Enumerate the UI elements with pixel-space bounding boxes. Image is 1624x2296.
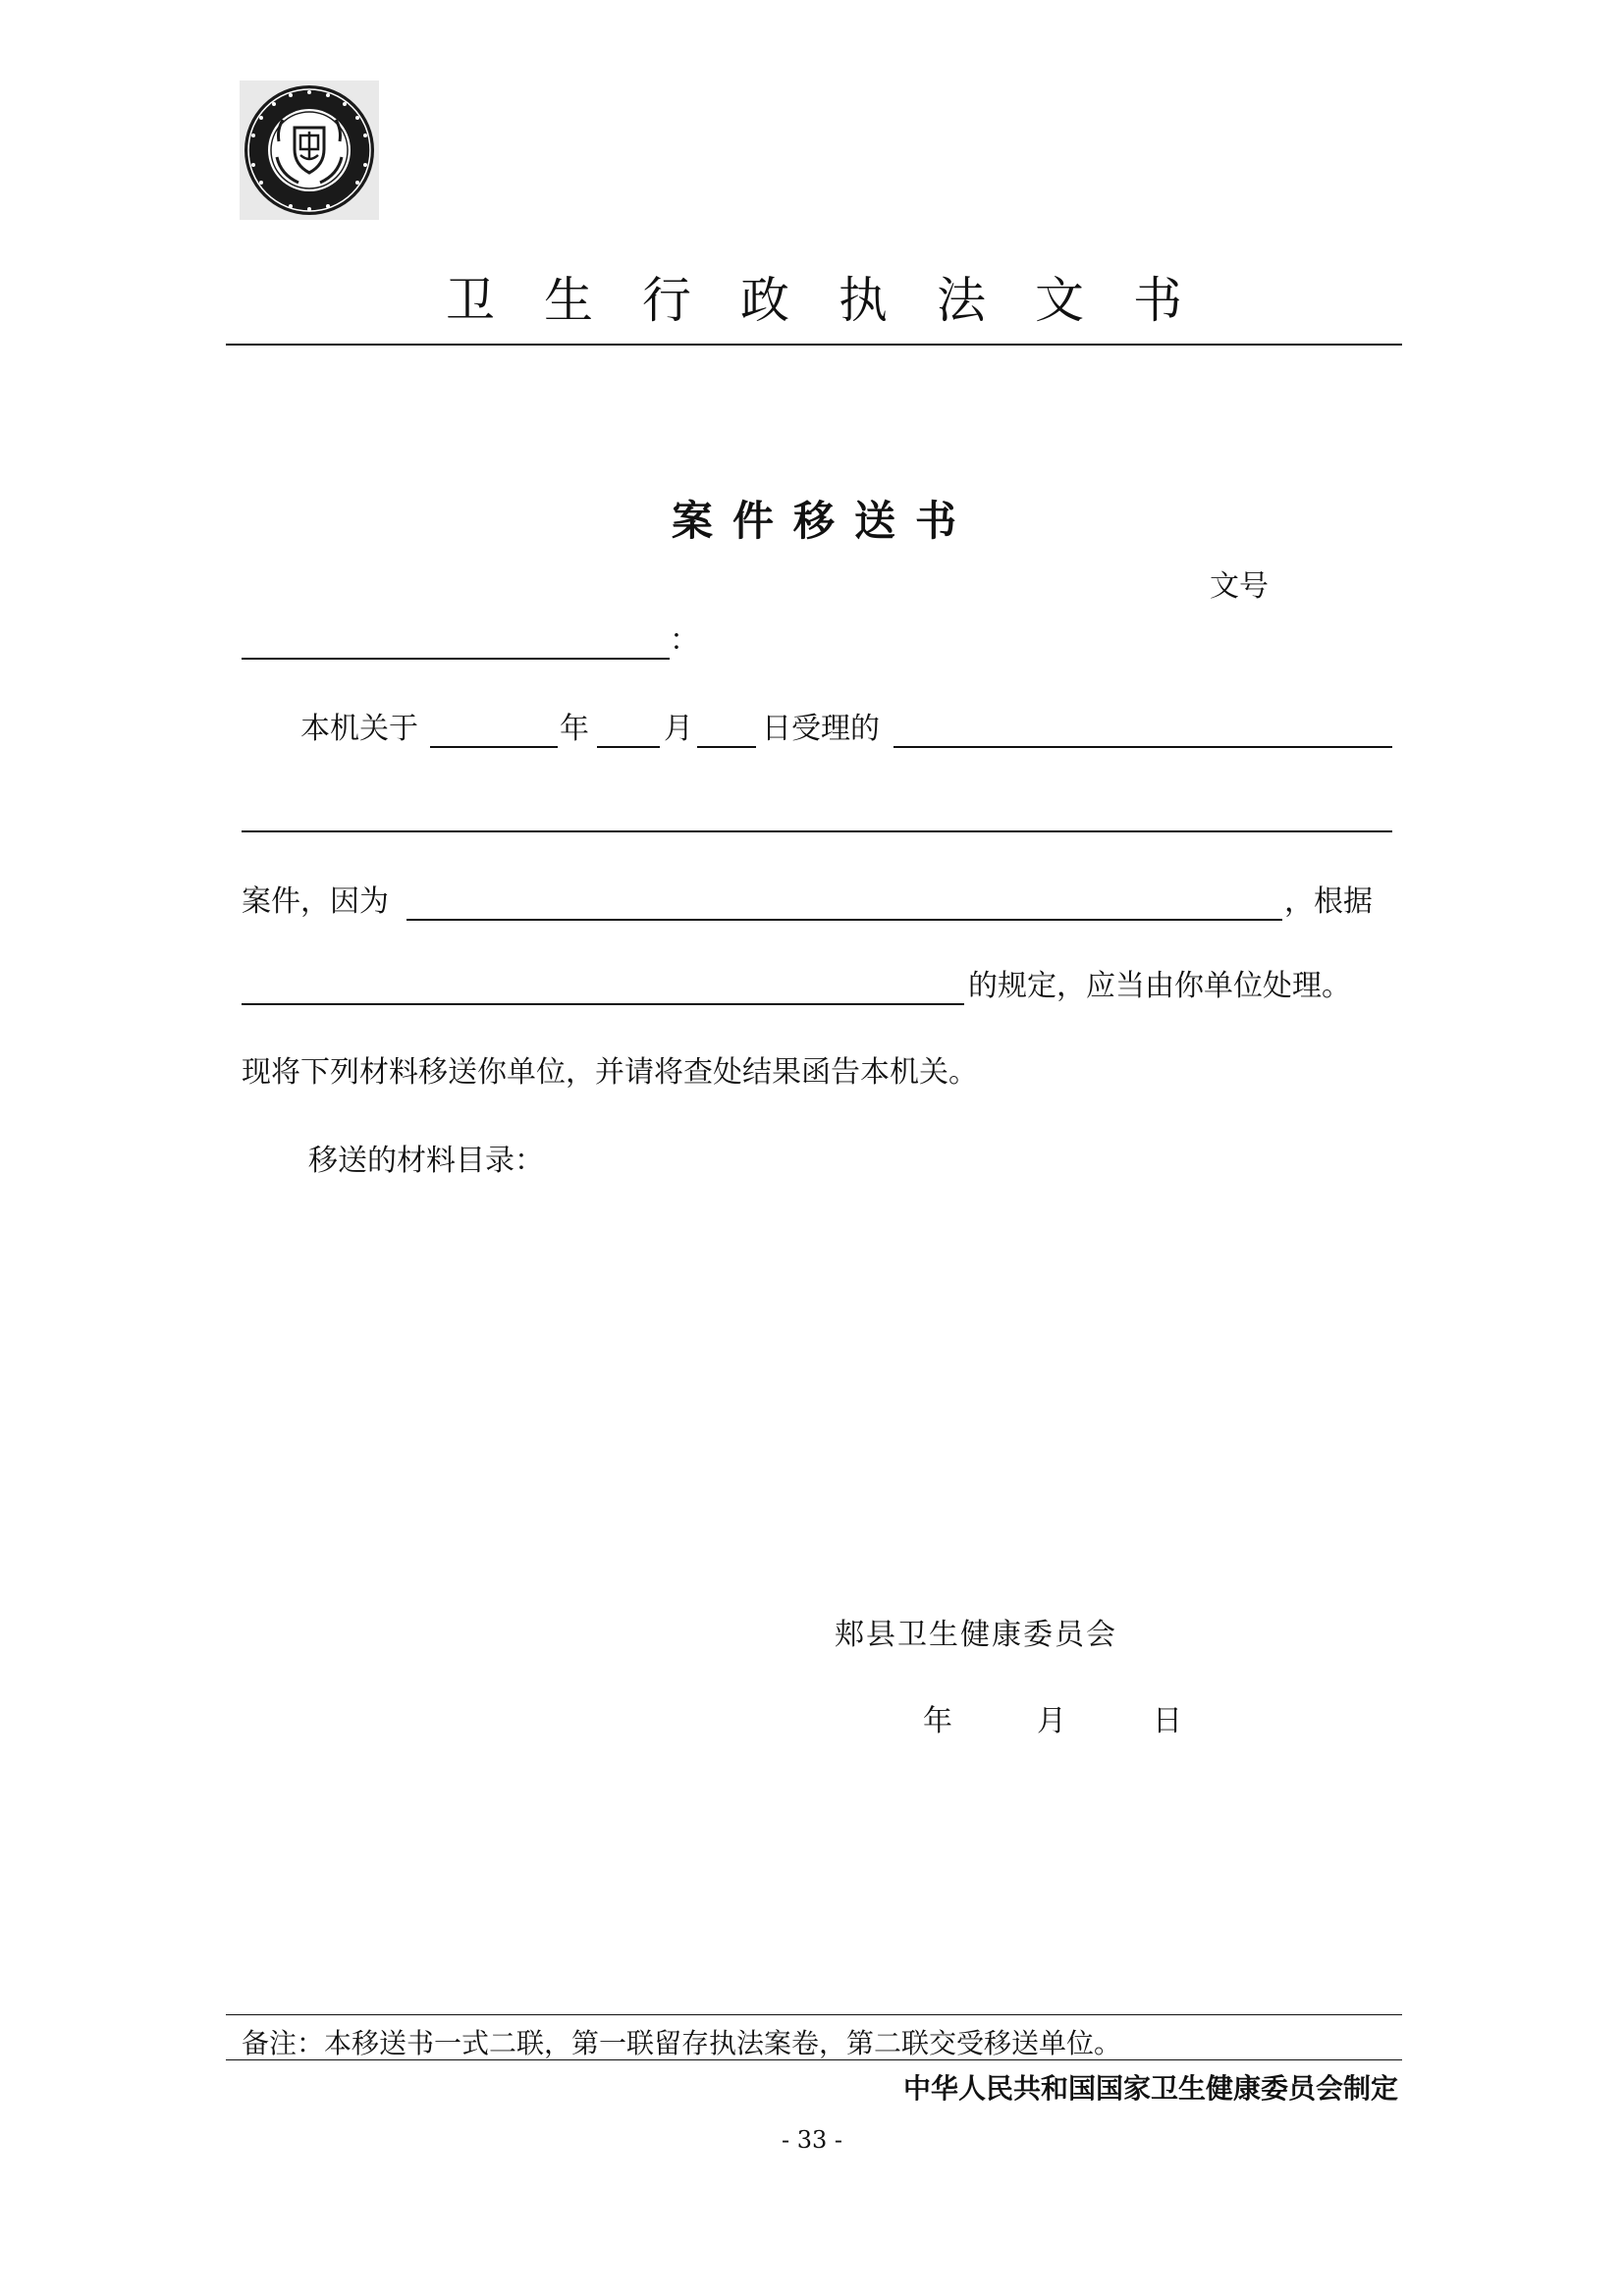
signature-date	[835, 1696, 1227, 1738]
note-top-divider	[226, 2014, 1402, 2015]
transfer-sentence-line	[242, 1050, 1392, 1095]
provisions-label: 的规定，应当由你单位处理。	[968, 969, 1351, 1003]
provisions-line	[242, 964, 1392, 1009]
page-number: - 33 -	[781, 2126, 842, 2154]
acceptance-date-line	[242, 707, 1392, 752]
recipient-blank[interactable]	[242, 658, 670, 660]
signature-year-label: 年	[923, 1704, 952, 1738]
body-prefix: 本机关于	[300, 712, 418, 746]
transfer-sentence: 现将下列材料移送你单位，并请将查处结果函告本机关。	[242, 1055, 978, 1090]
provisions-blank[interactable]	[242, 1003, 964, 1005]
document-series-title: 卫生行政执法文书	[446, 272, 1231, 329]
signature-organization: 郏县卫生健康委员会	[835, 1618, 1117, 1652]
year-blank[interactable]	[430, 746, 558, 748]
according-to-label: ，根据	[1284, 884, 1373, 919]
case-name-blank-continued[interactable]	[242, 830, 1392, 832]
note-bottom-divider	[226, 2059, 1402, 2060]
issuing-authority: 中华人民共和国国家卫生健康委员会制定	[902, 2072, 1398, 2105]
materials-label: 移送的材料目录：	[308, 1144, 544, 1178]
case-because-label: 案件，因为	[242, 884, 389, 919]
reason-blank[interactable]	[406, 919, 1282, 921]
case-name-continuation-line	[242, 791, 1392, 836]
month-label: 月	[664, 712, 693, 746]
health-inspection-seal-logo	[240, 80, 379, 220]
materials-line	[242, 1139, 1392, 1184]
case-name-blank[interactable]	[893, 746, 1392, 748]
month-blank[interactable]	[597, 746, 660, 748]
year-label: 年	[560, 712, 589, 746]
signature-day-label: 日	[1153, 1704, 1182, 1738]
doc-number-label: 文号	[1210, 569, 1269, 604]
form-title: 案件移送书	[671, 497, 976, 545]
day-blank[interactable]	[697, 746, 756, 748]
footer-note: 备注：本移送书一式二联，第一联留存执法案卷，第二联交受移送单位。	[242, 2027, 1122, 2059]
header-divider	[226, 344, 1402, 346]
day-accepted-label: 日受理的	[762, 712, 880, 746]
recipient-colon: ：	[670, 623, 699, 658]
recipient-line	[242, 618, 1392, 664]
reason-line	[242, 880, 1392, 925]
signature-month-label: 月	[1037, 1704, 1066, 1738]
